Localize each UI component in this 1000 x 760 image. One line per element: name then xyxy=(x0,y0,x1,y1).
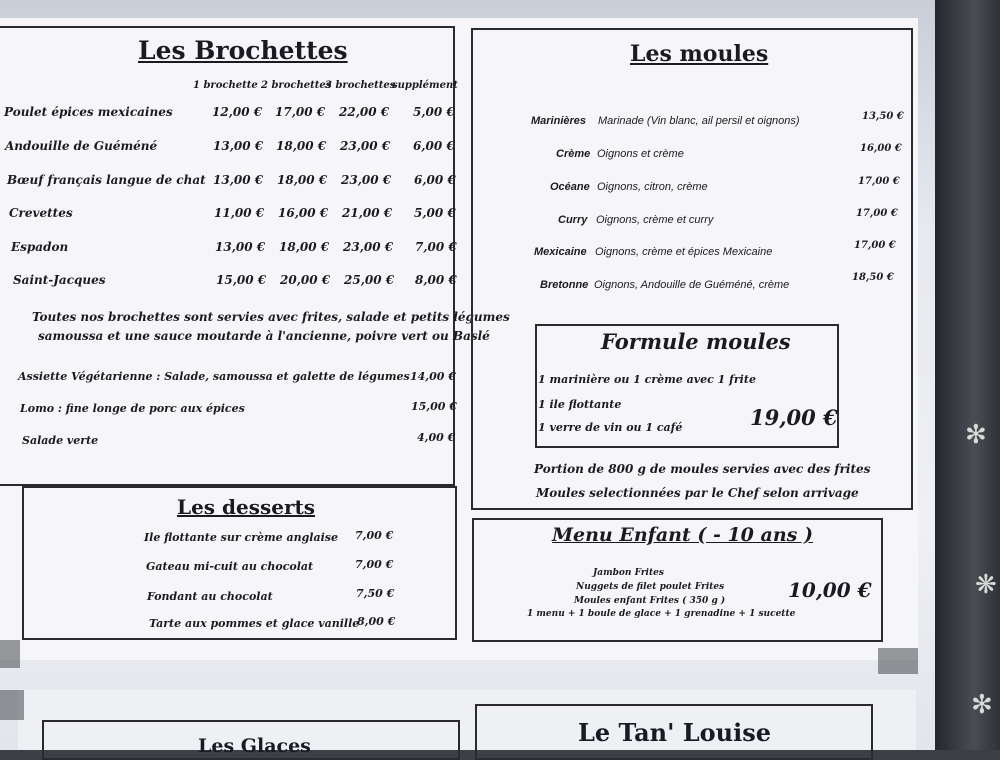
column-header: 3 brochettes xyxy=(325,80,396,91)
desserts-title: Les desserts xyxy=(177,495,315,519)
formule-line: 1 ile flottante xyxy=(538,398,622,411)
price: 4,00 € xyxy=(417,431,456,444)
moules-footer: Portion de 800 g de moules servies avec des frites xyxy=(534,462,871,476)
price: 15,00 € xyxy=(216,273,267,287)
price: 15,00 € xyxy=(411,400,457,413)
price: 13,00 € xyxy=(213,173,264,187)
formule-line: 1 marinière ou 1 crème avec 1 frite xyxy=(538,373,756,386)
price: 6,00 € xyxy=(414,173,456,187)
price: 13,00 € xyxy=(213,139,264,153)
table-row-name: Andouille de Guéméné xyxy=(5,139,158,153)
price: 7,00 € xyxy=(415,240,457,254)
price: 5,00 € xyxy=(413,105,455,119)
dark-background xyxy=(935,0,1000,750)
price: 18,50 € xyxy=(852,272,894,283)
price: 25,00 € xyxy=(344,273,395,287)
glaces-title: Les Glaces xyxy=(198,735,311,757)
tape xyxy=(0,640,20,668)
price: 17,00 € xyxy=(856,208,898,219)
plant-icon: ✻ xyxy=(965,420,987,450)
price: 18,00 € xyxy=(279,240,330,254)
moules-item-name: Crème xyxy=(556,148,591,160)
price: 11,00 € xyxy=(214,206,265,220)
moules-footer: Moules selectionnées par le Chef selon arrivage xyxy=(536,486,859,500)
price: 23,00 € xyxy=(340,139,391,153)
price: 23,00 € xyxy=(341,173,392,187)
table-row-name: Espadon xyxy=(11,240,69,254)
formule-title: Formule moules xyxy=(601,329,791,354)
moules-item-name: Marinières xyxy=(531,115,587,127)
price: 13,50 € xyxy=(862,111,904,122)
price: 22,00 € xyxy=(339,105,390,119)
table-row-name: Crevettes xyxy=(9,206,73,220)
moules-item-name: Curry xyxy=(558,214,588,226)
list-item: Assiette Végétarienne : Salade, samoussa et galette de légumes xyxy=(18,370,410,383)
price: 21,00 € xyxy=(342,206,393,220)
menu-enfant-line: 1 menu + 1 boule de glace + 1 grenadine + 1 sucette xyxy=(527,609,796,619)
moules-item-desc: Oignons, crème et épices Mexicaine xyxy=(595,246,773,258)
list-item: Fondant au chocolat xyxy=(147,590,273,603)
price: 5,00 € xyxy=(414,206,456,220)
table-row-name: Bœuf français langue de chat xyxy=(7,173,206,187)
brochettes-box xyxy=(0,26,455,486)
column-header: supplément xyxy=(392,80,458,91)
list-item: Lomo : fine longe de porc aux épices xyxy=(20,402,245,415)
column-header: 2 brochettes xyxy=(261,80,332,91)
price: 7,00 € xyxy=(355,529,394,542)
plant-icon: ❋ xyxy=(975,570,997,600)
price: 18,00 € xyxy=(277,173,328,187)
price: 14,00 € xyxy=(410,370,456,383)
table-row-name: Saint-Jacques xyxy=(13,273,106,287)
list-item: Tarte aux pommes et glace vanille xyxy=(149,617,360,630)
moules-item-name: Bretonne xyxy=(540,279,589,291)
price: 7,00 € xyxy=(355,558,394,571)
formule-line: 1 verre de vin ou 1 café xyxy=(538,421,683,434)
plant-icon: ✻ xyxy=(971,690,993,720)
tan-louise-title: Le Tan' Louise xyxy=(578,718,771,747)
price: 17,00 € xyxy=(854,240,896,251)
list-item: Salade verte xyxy=(22,434,99,447)
price: 18,00 € xyxy=(276,139,327,153)
brochettes-title: Les Brochettes xyxy=(138,36,348,65)
price: 16,00 € xyxy=(860,143,902,154)
moules-item-desc: Marinade (Vin blanc, ail persil et oignons) xyxy=(598,115,800,127)
price: 12,00 € xyxy=(212,105,263,119)
price: 13,00 € xyxy=(215,240,266,254)
brochettes-note: samoussa et une sauce moutarde à l'ancienne, poivre vert ou Baslé xyxy=(38,329,490,343)
moules-item-desc: Oignons, crème et curry xyxy=(596,214,714,226)
list-item: Ile flottante sur crème anglaise xyxy=(144,531,338,544)
price: 6,00 € xyxy=(413,139,455,153)
menu-enfant-line: Jambon Frites xyxy=(593,568,664,578)
moules-item-desc: Oignons, Andouille de Guéméné, crème xyxy=(594,279,790,291)
price: 20,00 € xyxy=(280,273,331,287)
moules-item-name: Océane xyxy=(550,181,590,193)
table-row-name: Poulet épices mexicaines xyxy=(4,105,173,119)
formule-price: 19,00 € xyxy=(750,405,838,430)
price: 17,00 € xyxy=(858,176,900,187)
menu-enfant-line: Nuggets de filet poulet Frites xyxy=(576,582,725,592)
brochettes-note: Toutes nos brochettes sont servies avec frites, salade et petits légumes xyxy=(32,310,510,324)
price: 7,50 € xyxy=(356,587,395,600)
menu-enfant-price: 10,00 € xyxy=(788,578,872,602)
list-item: Gateau mi-cuit au chocolat xyxy=(146,560,314,573)
menu-enfant-title: Menu Enfant ( - 10 ans ) xyxy=(552,524,813,546)
price: 8,00 € xyxy=(357,615,396,628)
moules-item-name: Mexicaine xyxy=(534,246,587,258)
price: 16,00 € xyxy=(278,206,329,220)
tape xyxy=(878,648,918,674)
menu-enfant-line: Moules enfant Frites ( 350 g ) xyxy=(574,596,726,606)
moules-title: Les moules xyxy=(630,41,769,67)
price: 17,00 € xyxy=(275,105,326,119)
moules-item-desc: Oignons, citron, crème xyxy=(597,181,708,193)
price: 8,00 € xyxy=(415,273,457,287)
price: 23,00 € xyxy=(343,240,394,254)
tape xyxy=(0,690,24,720)
moules-item-desc: Oignons et crème xyxy=(597,148,684,160)
column-header: 1 brochette xyxy=(193,80,258,91)
